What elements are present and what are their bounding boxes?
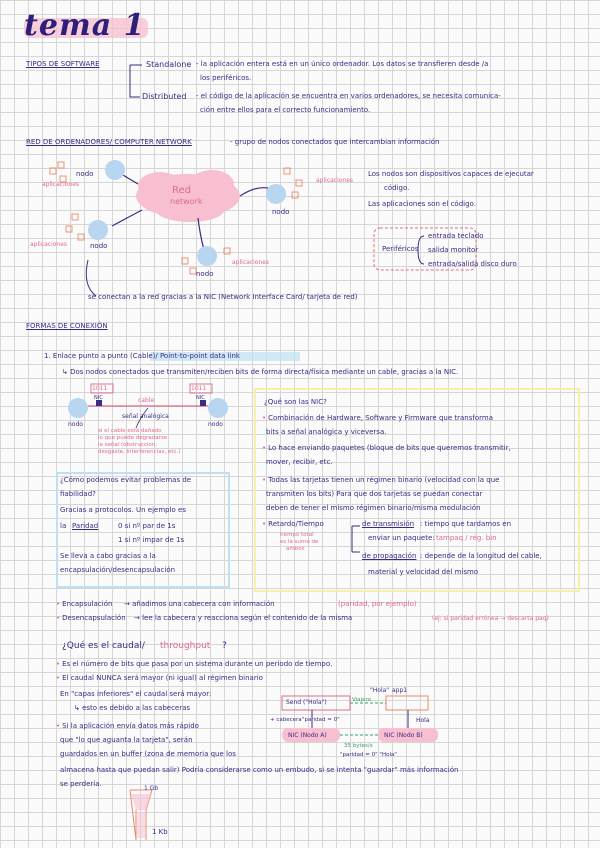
- encap-note: (paridad, por ejemplo): [338, 600, 417, 608]
- delay-label: • Retardo/Tiempo: [262, 520, 324, 529]
- node-label: nodo: [196, 270, 214, 278]
- nodes-note-2: código.: [384, 184, 410, 192]
- node-label: nodo: [76, 170, 94, 178]
- delay-side-note-2: es la suma de: [280, 539, 319, 545]
- tx-text-1: : tiempo que tardamos en: [420, 520, 511, 528]
- diagram-viajero: Viajero: [352, 697, 371, 703]
- decap-label: • Desencapsulación: [56, 614, 126, 623]
- distributed-text-1: - el código de la aplicación se encuentra en varios ordenadores, se necesita comunica-: [196, 92, 501, 100]
- bracket-arrow-icon: [130, 65, 140, 97]
- throughput-line-4: ↳ esto es debido a las cabeceras: [74, 704, 191, 712]
- signal-label: señal analógica: [122, 413, 169, 420]
- curved-arrow-icon: [86, 260, 96, 296]
- page-title: tema 1: [24, 8, 146, 43]
- throughput-line-1: • Es el número de bits que pasa por un sistema durante un periodo de tiempo.: [56, 660, 332, 669]
- standalone-text-2: los periféricos.: [200, 74, 252, 82]
- throughput-line-3: En "capas inferiores" el caudal será mayor:: [60, 690, 212, 698]
- delay-side-note-3: ambos: [286, 546, 305, 552]
- apps-label: aplicaciones: [42, 181, 80, 188]
- diagram-nic-b: NIC (Nodo B): [384, 732, 423, 739]
- damage-note-4: desgaste, interferencias, etc.): [98, 449, 181, 455]
- throughput-line-9: se perdería.: [60, 780, 102, 788]
- nic-bullet-3c: deben de tener el mismo régimen binario/misma modulación: [266, 504, 481, 512]
- parity-rule-2: 1 si nº impar de 1s: [118, 536, 185, 544]
- throughput-q-a: ¿Qué es el caudal/: [62, 641, 145, 651]
- standalone-label: Standalone: [146, 60, 192, 69]
- peripheral-item: salida monitor: [428, 246, 479, 254]
- prop-text-1: : depende de la longitud del cable,: [420, 552, 542, 560]
- nic-bullet-2b: mover, recibir, etc.: [266, 458, 333, 466]
- parity-rule-1: 0 si nº par de 1s: [118, 522, 176, 530]
- throughput-line-8: almacena hasta que puedan salir) Podría considerarse como un embudo, si se intenta "guardar" más información: [60, 766, 459, 774]
- nic-bullet-1a: • Combinación de Hardware, Software y Firmware que transforma: [262, 414, 493, 423]
- funnel-top-label: 1 Gb: [144, 785, 159, 792]
- node-circle: [88, 220, 108, 240]
- reliability-question-2: fiabilidad?: [60, 490, 96, 498]
- throughput-line-5: • Si la aplicación envía datos más rápido: [56, 722, 199, 731]
- damage-note-3: la señal (obstrucción,: [98, 442, 157, 448]
- nic-bullet-2a: • Lo hace enviando paquetes (bloque de bits que queremos transmitir,: [262, 444, 511, 453]
- nodes-note-1: Los nodos son dispositivos capaces de ejecutar: [368, 170, 534, 178]
- nic-label: NIC: [94, 395, 103, 401]
- cloud-label-2: network: [170, 197, 203, 206]
- nic-label: NIC: [196, 395, 205, 401]
- standalone-text-1: - la aplicación entera está en un único ordenador. Los datos se transfieren desde /a: [196, 60, 489, 68]
- node-label: nodo: [68, 421, 83, 428]
- network-heading: RED DE ORDENADORES/ COMPUTER NETWORK: [26, 138, 192, 146]
- tx-text-2: enviar un paquete:: [368, 534, 435, 542]
- diagram-bytes: 35 bytes/s: [344, 743, 373, 749]
- apps-note: Las aplicaciones son el código.: [368, 200, 476, 208]
- reliability-line-2a: la: [60, 522, 67, 530]
- diagram-hola2: Hola: [416, 717, 430, 724]
- nic-bullet-3a: • Todas las tarjetas tienen un régimen binario (velocidad con la que: [262, 476, 499, 485]
- nic-bullet-1b: bits a señal analógica y viceversa.: [266, 428, 387, 436]
- node-label: nodo: [90, 242, 108, 250]
- node-circle: [197, 246, 217, 266]
- throughput-q-c: ?: [222, 641, 227, 651]
- funnel-bottom-label: 1 Kb: [152, 828, 168, 836]
- tx-formula: tampaq / rég. bin: [436, 534, 497, 542]
- network-diagram: [50, 160, 302, 296]
- cable-label: cable: [138, 397, 155, 404]
- apps-label: aplicaciones: [30, 241, 68, 248]
- reliability-line-5: encapsulación/desencapsulación: [60, 566, 176, 574]
- decap-note: (ej: si paridad errónea → descarta paq): [432, 615, 549, 622]
- distributed-label: Distributed: [142, 92, 187, 101]
- delay-side-note-1: tiempo total: [280, 532, 314, 538]
- reliability-question-1: ¿Cómo podemos evitar problemas de: [60, 476, 192, 484]
- node-circle: [266, 184, 286, 204]
- p2p-title: 1. Enlace punto a punto (Cable)/ Point-to-point data link: [44, 352, 240, 360]
- diagram-send: Send ("Hola"): [286, 699, 327, 706]
- nic-bullet-3b: transmiten los bits) Para que dos tarjetas se puedan conectar: [266, 490, 483, 498]
- reliability-line-4: Se lleva a cabo gracias a la: [60, 552, 156, 560]
- network-definition: - grupo de nodos conectados que intercambian información: [230, 138, 440, 146]
- tx-label: de transmisión: [362, 520, 415, 528]
- diagram-hola: "Hola": [370, 687, 390, 694]
- apps-label: aplicaciones: [232, 259, 270, 266]
- damage-note-2: lo que puede degradarse: [98, 435, 168, 441]
- diagram-cabecera: + cabecera: [270, 717, 302, 723]
- throughput-line-7: guardados en un buffer (zona de memoria que los: [60, 750, 236, 758]
- node-label: nodo: [208, 421, 223, 428]
- damage-note-1: si el cable está dañado: [98, 428, 162, 434]
- apps-label: aplicaciones: [316, 177, 354, 184]
- throughput-line-6: que "lo que aguanta la tarjeta", serán: [60, 736, 193, 744]
- nic-note: se conectan a la red gracias a la NIC (Network Interface Card/ tarjeta de red): [88, 293, 358, 301]
- parity-term: Paridad: [72, 522, 99, 530]
- peripherals-label: Periféricos: [382, 245, 419, 253]
- node-label: nodo: [272, 208, 290, 216]
- reliability-line-1: Gracias a protocolos. Un ejemplo es: [60, 506, 187, 514]
- funnel-icon: [130, 790, 152, 840]
- cloud-label-1: Red: [172, 185, 191, 196]
- node-circle: [105, 160, 125, 180]
- prop-text-2: material y velocidad del mismo: [368, 568, 479, 576]
- connection-heading: FORMAS DE CONEXIÓN: [26, 322, 108, 330]
- software-heading: TIPOS DE SOFTWARE: [26, 60, 100, 68]
- distributed-text-2: ción entre ellos para el correcto funcionamiento.: [200, 106, 371, 114]
- encap-text: → añadimos una cabecera con información: [124, 600, 275, 608]
- diagram-paridad: "paridad = 0": [302, 717, 340, 723]
- prop-label: de propagación: [362, 552, 417, 560]
- throughput-q-b: throughput: [160, 641, 211, 651]
- nic-question: ¿Qué son las NIC?: [264, 398, 327, 406]
- diagram-paridad-2: "paridad = 0" "Hola": [340, 752, 397, 758]
- p2p-text: ↳ Dos nodos conectados que transmiten/reciben bits de forma directa/física mediante un cable, gracias a la NIC.: [62, 368, 459, 376]
- diagram-nic-a: NIC (Nodo A): [288, 732, 327, 739]
- bits-label: 1011: [191, 385, 207, 392]
- peripheral-item: entrada teclado: [428, 232, 484, 240]
- encap-label: • Encapsulación: [56, 600, 112, 609]
- throughput-line-2: • El caudal NUNCA será mayor (ni igual) al régimen binario: [56, 674, 263, 683]
- bits-label: 1011: [92, 385, 108, 392]
- peripheral-item: entrada/salida disco duro: [428, 260, 517, 268]
- diagram-app1: app1: [392, 687, 408, 694]
- decap-text: → lee la cabecera y reacciona según el contenido de la misma: [134, 614, 353, 622]
